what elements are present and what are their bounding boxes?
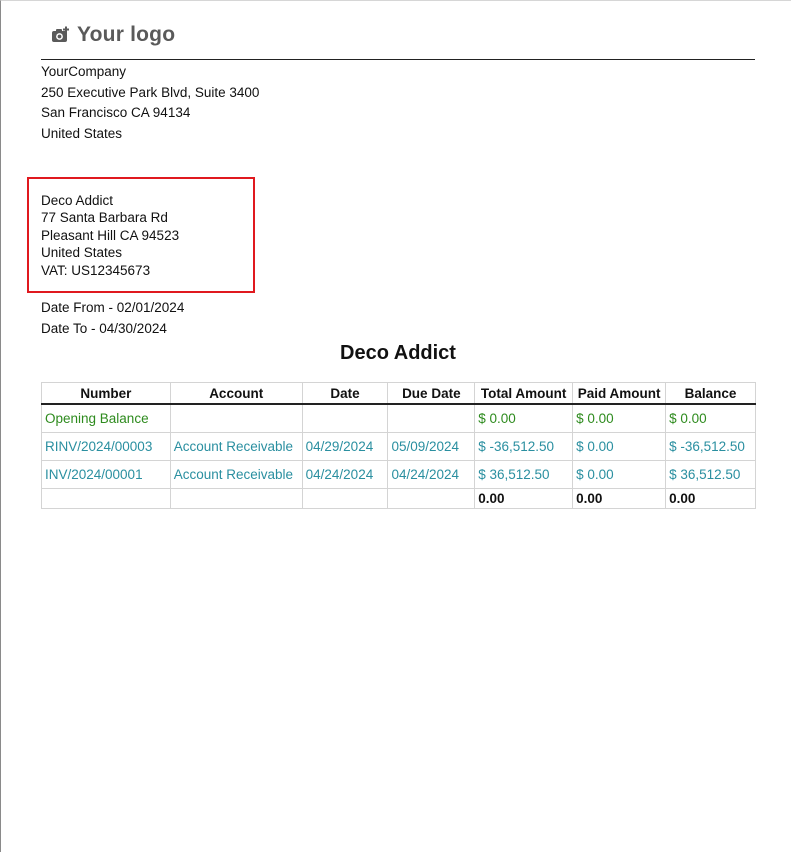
opening-paid: $ 0.00	[573, 404, 666, 433]
totals-row	[42, 489, 756, 509]
row-due-date[interactable]: 05/09/2024	[388, 433, 475, 461]
totals-blank-number	[42, 489, 171, 509]
company-street: 250 Executive Park Blvd, Suite 3400	[41, 84, 260, 100]
partner-street: 77 Santa Barbara Rd	[41, 210, 168, 226]
date-to: Date To - 04/30/2024	[41, 320, 167, 336]
table-row[interactable]	[42, 461, 756, 489]
table-row[interactable]	[42, 433, 756, 461]
logo-text: Your logo	[77, 23, 176, 46]
opening-balance-row	[42, 404, 756, 433]
company-address	[41, 62, 259, 144]
column-header-number: Number	[42, 383, 171, 405]
totals-blank-account	[170, 489, 302, 509]
date-from: Date From - 02/01/2024	[41, 300, 185, 315]
opening-balance: $ 0.00	[666, 404, 756, 433]
column-header-balance: Balance	[666, 383, 756, 405]
totals-paid: 0.00	[573, 489, 666, 509]
column-header-account: Account	[170, 383, 302, 405]
row-balance[interactable]: $ 36,512.50	[666, 461, 756, 489]
partner-vat: VAT: US12345673	[41, 262, 151, 278]
camera-plus-icon	[51, 26, 71, 44]
column-header-due-date: Due Date	[388, 383, 475, 405]
row-number[interactable]: RINV/2024/00003	[42, 433, 171, 461]
opening-total: $ 0.00	[475, 404, 573, 433]
opening-account	[170, 404, 302, 433]
row-paid[interactable]: $ 0.00	[573, 461, 666, 489]
company-country: United States	[41, 125, 123, 141]
column-header-paid-amount: Paid Amount	[573, 383, 666, 405]
company-name: YourCompany	[41, 64, 127, 79]
table-header-row	[42, 383, 756, 405]
totals-blank-due-date	[388, 489, 475, 509]
row-date[interactable]: 04/29/2024	[302, 433, 388, 461]
date-range	[41, 298, 184, 339]
company-logo	[51, 23, 175, 47]
partner-name: Deco Addict	[41, 193, 114, 208]
row-due-date[interactable]: 04/24/2024	[388, 461, 475, 489]
row-date[interactable]: 04/24/2024	[302, 461, 388, 489]
row-paid[interactable]: $ 0.00	[573, 433, 666, 461]
column-header-date: Date	[302, 383, 388, 405]
ledger-table	[41, 382, 756, 509]
column-header-total-amount: Total Amount	[475, 383, 573, 405]
report-title: Deco Addict	[340, 342, 456, 364]
row-balance[interactable]: $ -36,512.50	[666, 433, 756, 461]
opening-date	[302, 404, 388, 433]
totals-total: 0.00	[475, 489, 573, 509]
totals-blank-date	[302, 489, 388, 509]
header-divider	[41, 59, 755, 60]
totals-balance: 0.00	[666, 489, 756, 509]
partner-country: United States	[41, 245, 123, 261]
partner-city: Pleasant Hill CA 94523	[41, 227, 180, 243]
opening-due-date	[388, 404, 475, 433]
row-account[interactable]: Account Receivable	[170, 433, 302, 461]
company-city: San Francisco CA 94134	[41, 105, 191, 120]
opening-balance-label: Opening Balance	[42, 404, 171, 433]
row-number[interactable]: INV/2024/00001	[42, 461, 171, 489]
row-account[interactable]: Account Receivable	[170, 461, 302, 489]
row-total[interactable]: $ 36,512.50	[475, 461, 573, 489]
partner-address	[41, 192, 179, 279]
row-total[interactable]: $ -36,512.50	[475, 433, 573, 461]
